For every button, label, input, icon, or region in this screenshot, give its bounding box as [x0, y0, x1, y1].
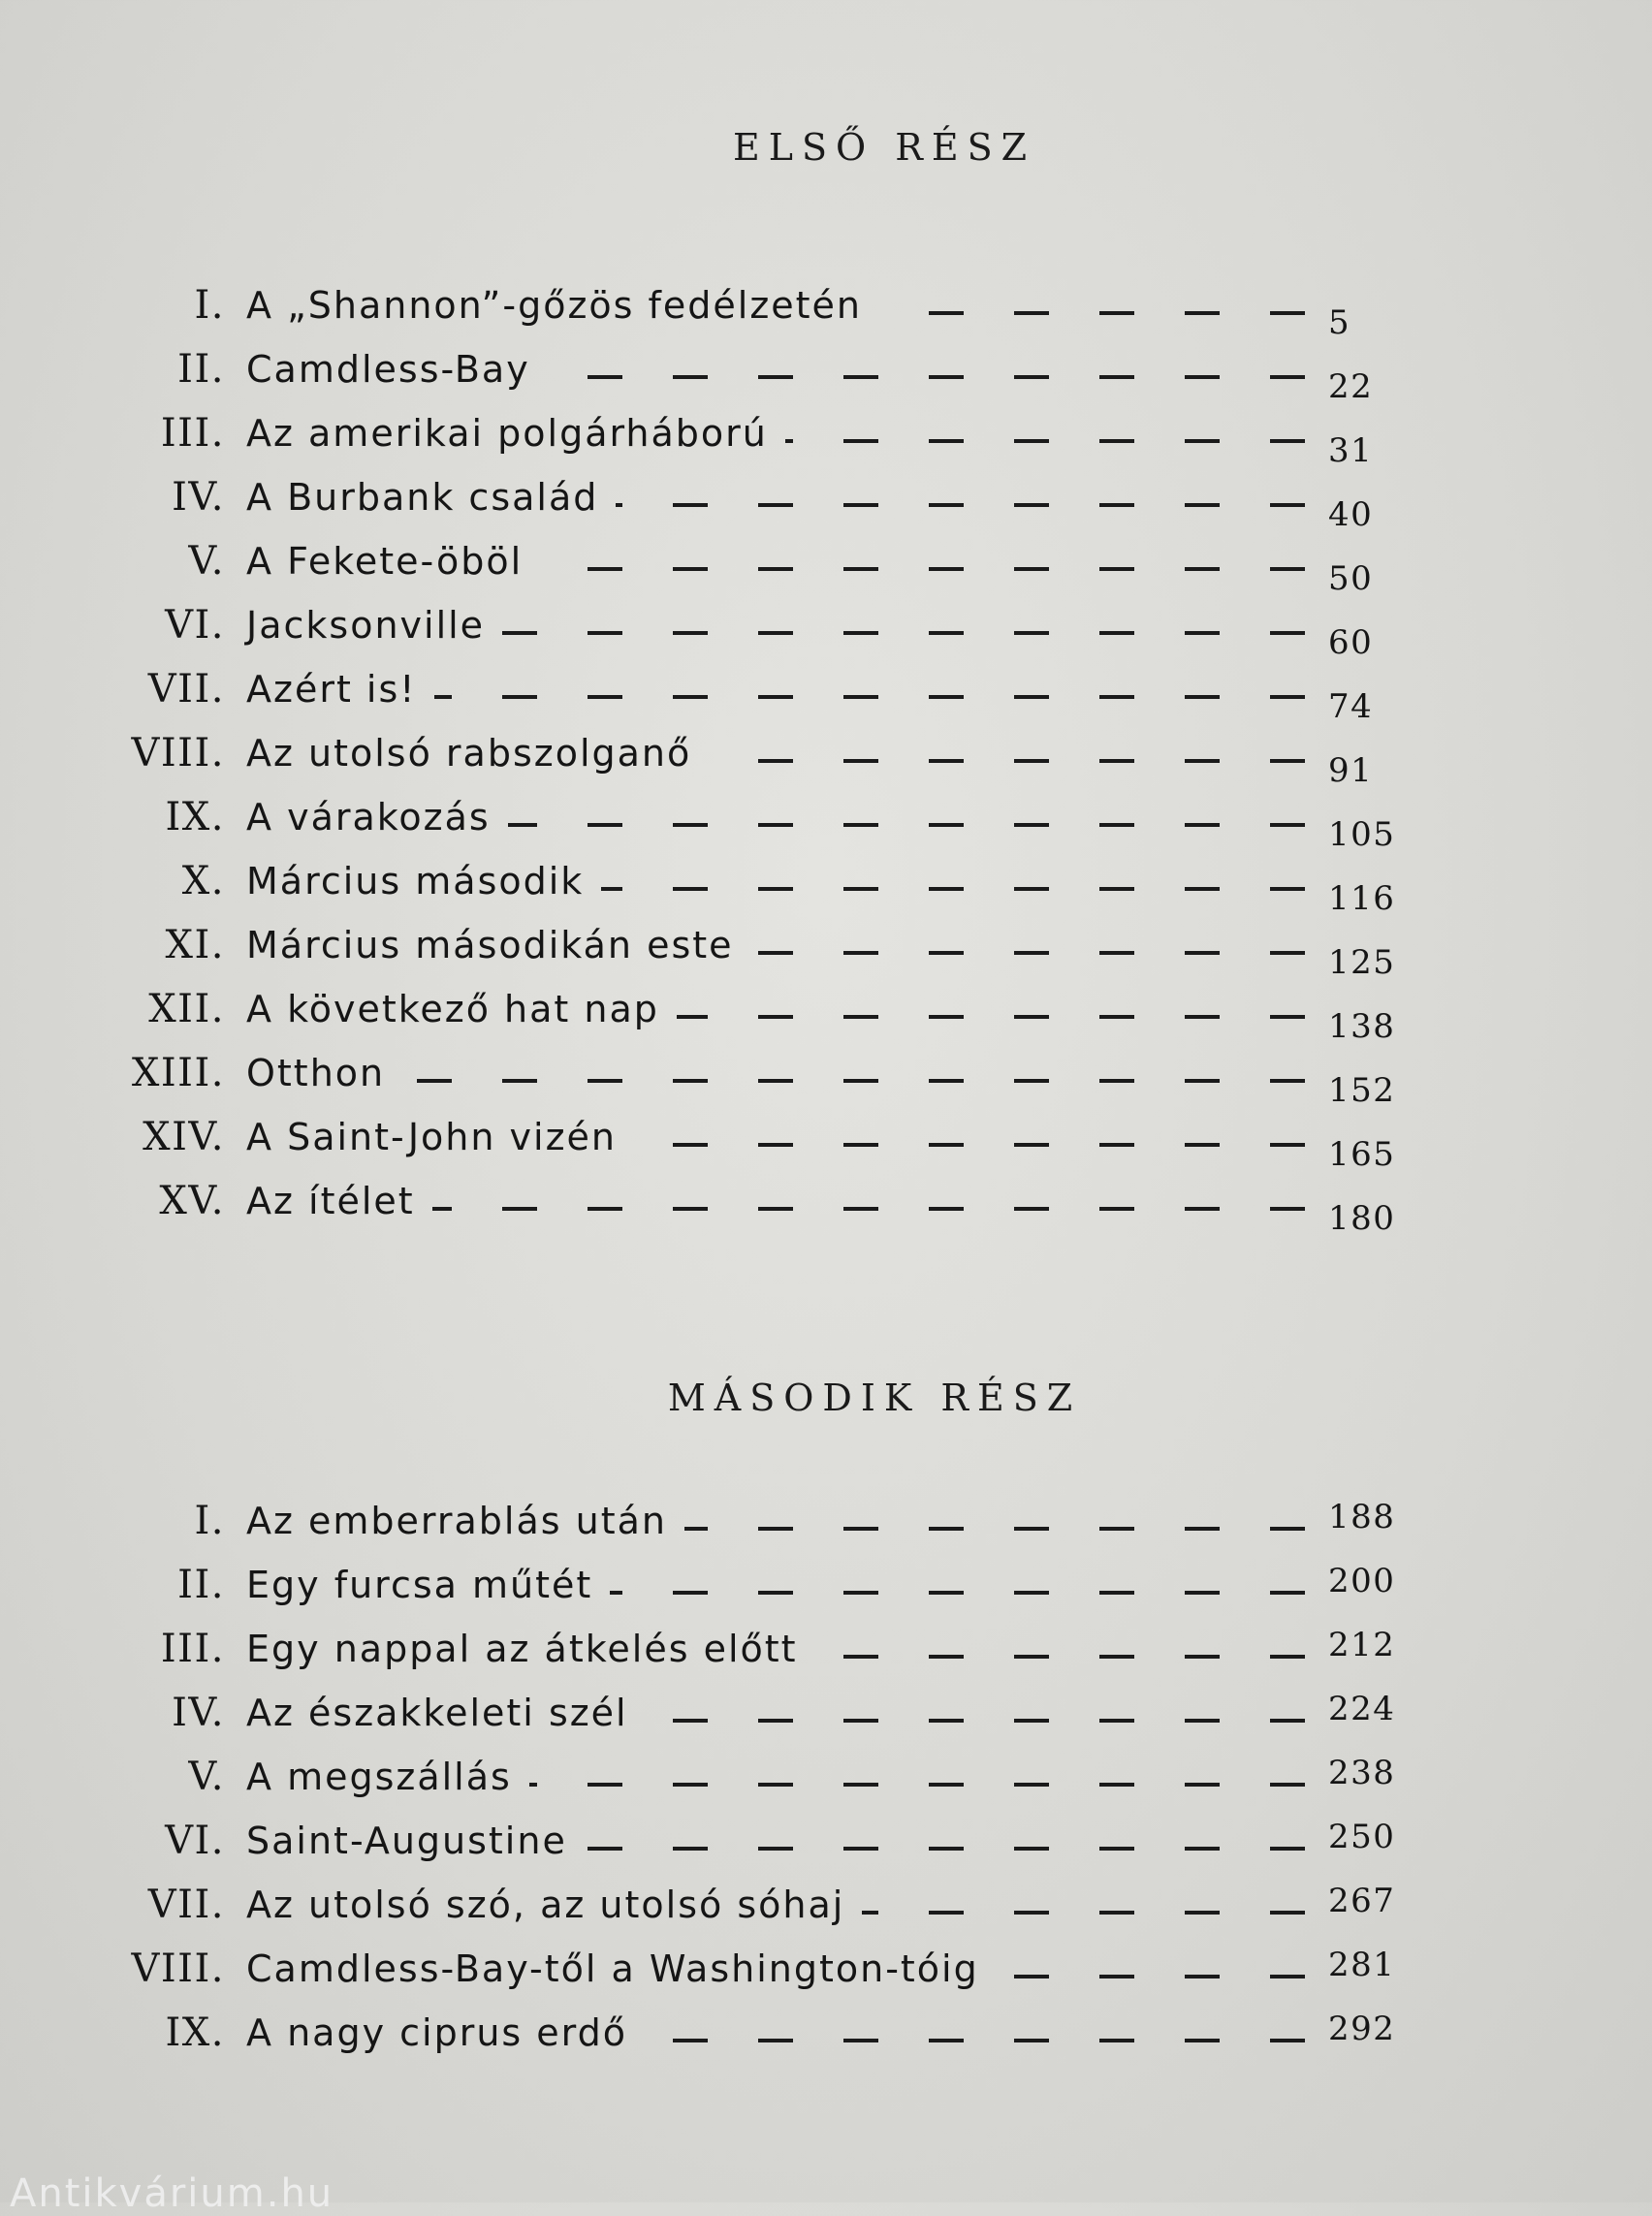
chapter-number: I. — [194, 283, 225, 328]
toc-entry — [116, 1617, 1415, 1681]
chapter-title: A Fekete-öböl — [246, 540, 524, 583]
dash-leader — [709, 759, 1305, 763]
chapter-number: XV. — [159, 1179, 225, 1223]
part-one-toc — [116, 273, 1415, 1238]
page-number: 267 — [1328, 1882, 1396, 1920]
page-number: 60 — [1328, 623, 1374, 662]
chapter-title: Otthon — [246, 1052, 386, 1094]
page-number: 180 — [1328, 1199, 1396, 1238]
chapter-number: II. — [177, 347, 225, 392]
dash-leader — [540, 567, 1305, 571]
page-number: 40 — [1328, 495, 1374, 534]
toc-entry — [116, 273, 1415, 342]
page-number: 224 — [1328, 1690, 1396, 1728]
chapter-title: Március második — [246, 860, 585, 902]
chapter-title: Egy furcsa műtét — [246, 1564, 593, 1606]
chapter-number: IV. — [172, 1691, 225, 1735]
toc-entry — [116, 1809, 1415, 1873]
page-number: 188 — [1328, 1498, 1396, 1536]
chapter-title: A „Shannon”-gőzös fedélzetén — [246, 284, 863, 327]
dash-leader — [529, 1783, 1305, 1787]
toc-entry — [116, 1745, 1415, 1809]
toc-entry — [116, 1681, 1415, 1745]
page-number: 152 — [1328, 1071, 1396, 1110]
chapter-number: XI. — [165, 923, 225, 967]
page-number: 125 — [1328, 943, 1396, 982]
page-number: 200 — [1328, 1562, 1396, 1600]
chapter-number: IX. — [165, 2010, 225, 2055]
toc-entry — [116, 721, 1415, 790]
dash-leader — [751, 951, 1305, 955]
chapter-number: X. — [181, 859, 225, 903]
chapter-number: VI. — [165, 603, 225, 648]
toc-entry — [116, 401, 1415, 470]
page-number: 22 — [1328, 367, 1374, 406]
page-number: 5 — [1328, 303, 1351, 342]
chapter-title: Az utolsó szó, az utolsó sóhaj — [246, 1884, 845, 1926]
dash-leader — [645, 2039, 1305, 2042]
dash-leader — [502, 631, 1305, 635]
chapter-number: VIII. — [131, 731, 225, 776]
toc-entry — [116, 1105, 1415, 1174]
chapter-title: Az északkeleti szél — [246, 1692, 628, 1734]
chapter-number: I. — [194, 1499, 225, 1543]
page-number: 281 — [1328, 1946, 1396, 1984]
dash-leader — [610, 1591, 1305, 1595]
toc-entry — [116, 1873, 1415, 1937]
chapter-title: Saint-Augustine — [246, 1820, 567, 1862]
page-number: 74 — [1328, 687, 1374, 726]
chapter-title: A Saint-John vizén — [246, 1116, 618, 1158]
dash-leader — [684, 1527, 1305, 1531]
toc-entry — [116, 1041, 1415, 1110]
dash-leader — [508, 823, 1305, 827]
chapter-number: VII. — [147, 1883, 225, 1927]
dash-leader — [548, 375, 1305, 379]
page-number: 91 — [1328, 751, 1374, 790]
page-number: 138 — [1328, 1007, 1396, 1046]
chapter-title: A várakozás — [246, 796, 491, 839]
toc-entry — [116, 529, 1415, 598]
chapter-title: Az amerikai polgárháború — [246, 412, 768, 455]
chapter-number: VIII. — [131, 1947, 225, 1991]
dash-leader — [646, 1719, 1305, 1723]
toc-entry — [116, 849, 1415, 918]
toc-entry — [116, 1553, 1415, 1617]
toc-entry — [116, 593, 1415, 662]
page-number: 116 — [1328, 879, 1396, 918]
toc-entry — [116, 1489, 1415, 1553]
dash-leader — [402, 1079, 1305, 1083]
page-number: 31 — [1328, 431, 1374, 470]
chapter-title: Az emberrablás után — [246, 1500, 667, 1542]
chapter-title: Camdless-Bay — [246, 348, 530, 391]
part-two-toc — [116, 1489, 1415, 2065]
toc-entry — [116, 465, 1415, 534]
chapter-title: Az utolsó rabszolganő — [246, 732, 692, 775]
part-one-heading: ELSŐ RÉSZ — [732, 126, 1036, 169]
dash-leader — [997, 1975, 1305, 1979]
dash-leader — [585, 1847, 1305, 1851]
chapter-title: Camdless-Bay-től a Washington-tóig — [246, 1947, 979, 1990]
dash-leader — [785, 439, 1305, 443]
page-number: 50 — [1328, 559, 1374, 598]
chapter-title: Egy nappal az átkelés előtt — [246, 1628, 798, 1670]
chapter-number: VII. — [147, 667, 225, 712]
dash-leader — [862, 1911, 1305, 1915]
chapter-number: XII. — [148, 987, 225, 1031]
toc-entry — [116, 977, 1415, 1046]
dash-leader — [634, 1143, 1305, 1147]
page-number: 292 — [1328, 2010, 1396, 2048]
toc-entry — [116, 1169, 1415, 1238]
chapter-title: A megszállás — [246, 1756, 512, 1798]
toc-entry — [116, 1937, 1415, 2001]
chapter-number: V. — [188, 1755, 225, 1799]
chapter-number: III. — [160, 411, 225, 456]
chapter-number: II. — [177, 1563, 225, 1607]
chapter-number: XIII. — [131, 1051, 225, 1095]
toc-entry — [116, 337, 1415, 406]
chapter-title: Jacksonville — [246, 604, 486, 647]
chapter-title: A Burbank család — [246, 476, 599, 519]
dash-leader — [432, 1207, 1305, 1211]
toc-entry — [116, 2001, 1415, 2065]
chapter-number: XIV. — [143, 1115, 225, 1159]
chapter-number: V. — [188, 539, 225, 584]
page-number: 165 — [1328, 1135, 1396, 1174]
chapter-number: IX. — [165, 795, 225, 839]
toc-entry — [116, 657, 1415, 726]
toc-entry — [116, 913, 1415, 982]
dash-leader — [815, 1655, 1305, 1659]
chapter-title: Azért is! — [246, 668, 417, 711]
page-number: 238 — [1328, 1754, 1396, 1792]
toc-entry — [116, 785, 1415, 854]
chapter-title: Március másodikán este — [246, 924, 734, 966]
page-number: 250 — [1328, 1818, 1396, 1856]
chapter-number: III. — [160, 1627, 225, 1671]
dash-leader — [601, 887, 1305, 891]
watermark: Antikvárium.hu — [10, 2171, 334, 2216]
dash-leader — [677, 1015, 1305, 1019]
chapter-title: A nagy ciprus erdő — [246, 2011, 627, 2054]
chapter-number: VI. — [165, 1819, 225, 1863]
part-two-heading: MÁSODIK RÉSZ — [667, 1377, 1082, 1419]
page-number: 105 — [1328, 815, 1396, 854]
chapter-title: Az ítélet — [246, 1180, 415, 1222]
page-number: 212 — [1328, 1626, 1396, 1664]
dash-leader — [616, 503, 1305, 507]
dash-leader — [434, 695, 1305, 699]
dash-leader — [879, 311, 1305, 315]
chapter-number: IV. — [172, 475, 225, 520]
chapter-title: A következő hat nap — [246, 988, 659, 1030]
